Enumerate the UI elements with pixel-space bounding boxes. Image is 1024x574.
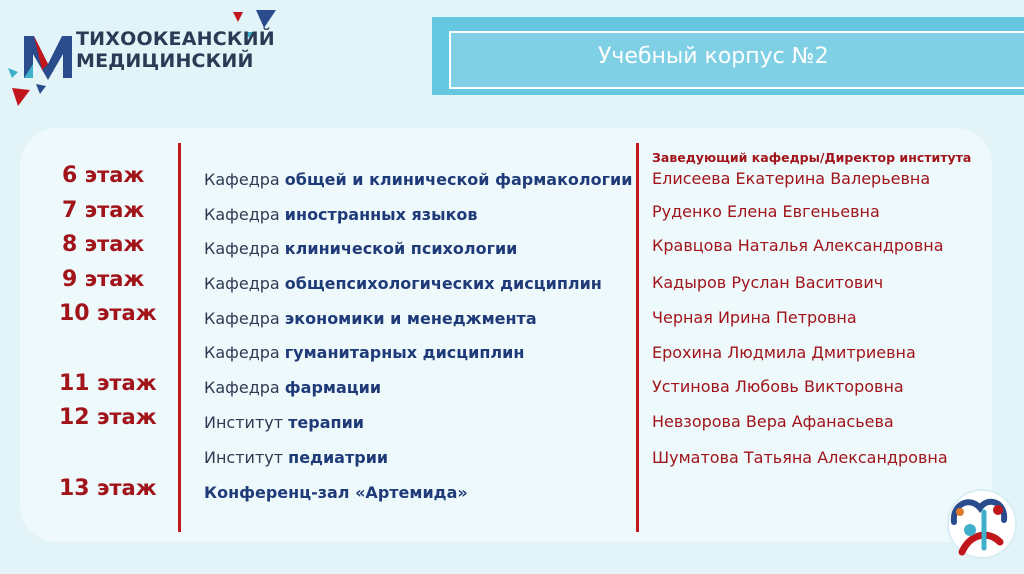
floor-label: 7 этаж — [62, 198, 145, 223]
head-name: Устинова Любовь Викторовна — [652, 377, 904, 396]
department-row: Кафедра клинической психологии — [204, 239, 518, 258]
head-name: Шуматова Татьяна Александровна — [652, 448, 948, 467]
department-row: Институт педиатрии — [204, 448, 389, 467]
emblem-icon — [940, 482, 1020, 572]
head-name: Елисеева Екатерина Валерьевна — [652, 169, 931, 188]
department-row: Кафедра фармации — [204, 378, 382, 397]
university-logo — [8, 6, 278, 111]
floor-label: 10 этаж — [59, 301, 157, 326]
department-row: Кафедра иностранных языков — [204, 205, 478, 224]
content-panel — [20, 128, 992, 542]
floor-label: 12 этаж — [59, 405, 157, 430]
heads-column-title: Заведующий кафедры/Директор института — [652, 150, 972, 165]
logo-text — [76, 28, 275, 72]
department-row: Кафедра экономики и менеджмента — [204, 309, 537, 328]
divider-right — [636, 143, 639, 532]
department-row: Кафедра общепсихологических дисциплин — [204, 274, 602, 293]
logo-line-1: ТИХООКЕАНСКИЙ — [76, 28, 275, 50]
floor-label: 9 этаж — [62, 267, 145, 292]
divider-left — [178, 143, 181, 532]
page-title: Учебный корпус №2 — [598, 44, 829, 69]
floor-label: 8 этаж — [62, 232, 145, 257]
floor-label: 13 этаж — [59, 476, 157, 501]
floor-label: 6 этаж — [62, 163, 145, 188]
head-name: Невзорова Вера Афанасьева — [652, 412, 894, 431]
head-name: Черная Ирина Петровна — [652, 308, 857, 327]
department-row: Институт терапии — [204, 413, 364, 432]
head-name: Кравцова Наталья Александровна — [652, 236, 944, 255]
department-row: Кафедра общей и клинической фармакологии — [204, 170, 633, 189]
head-name: Ерохина Людмила Дмитриевна — [652, 343, 916, 362]
logo-line-2: МЕДИЦИНСКИЙ — [76, 50, 254, 72]
floor-label: 11 этаж — [59, 371, 157, 396]
department-row: Кафедра гуманитарных дисциплин — [204, 343, 525, 362]
head-name: Руденко Елена Евгеньевна — [652, 202, 880, 221]
head-name: Кадыров Руслан Васитович — [652, 273, 884, 292]
conference-hall: Конференц-зал «Артемида» — [204, 483, 468, 502]
